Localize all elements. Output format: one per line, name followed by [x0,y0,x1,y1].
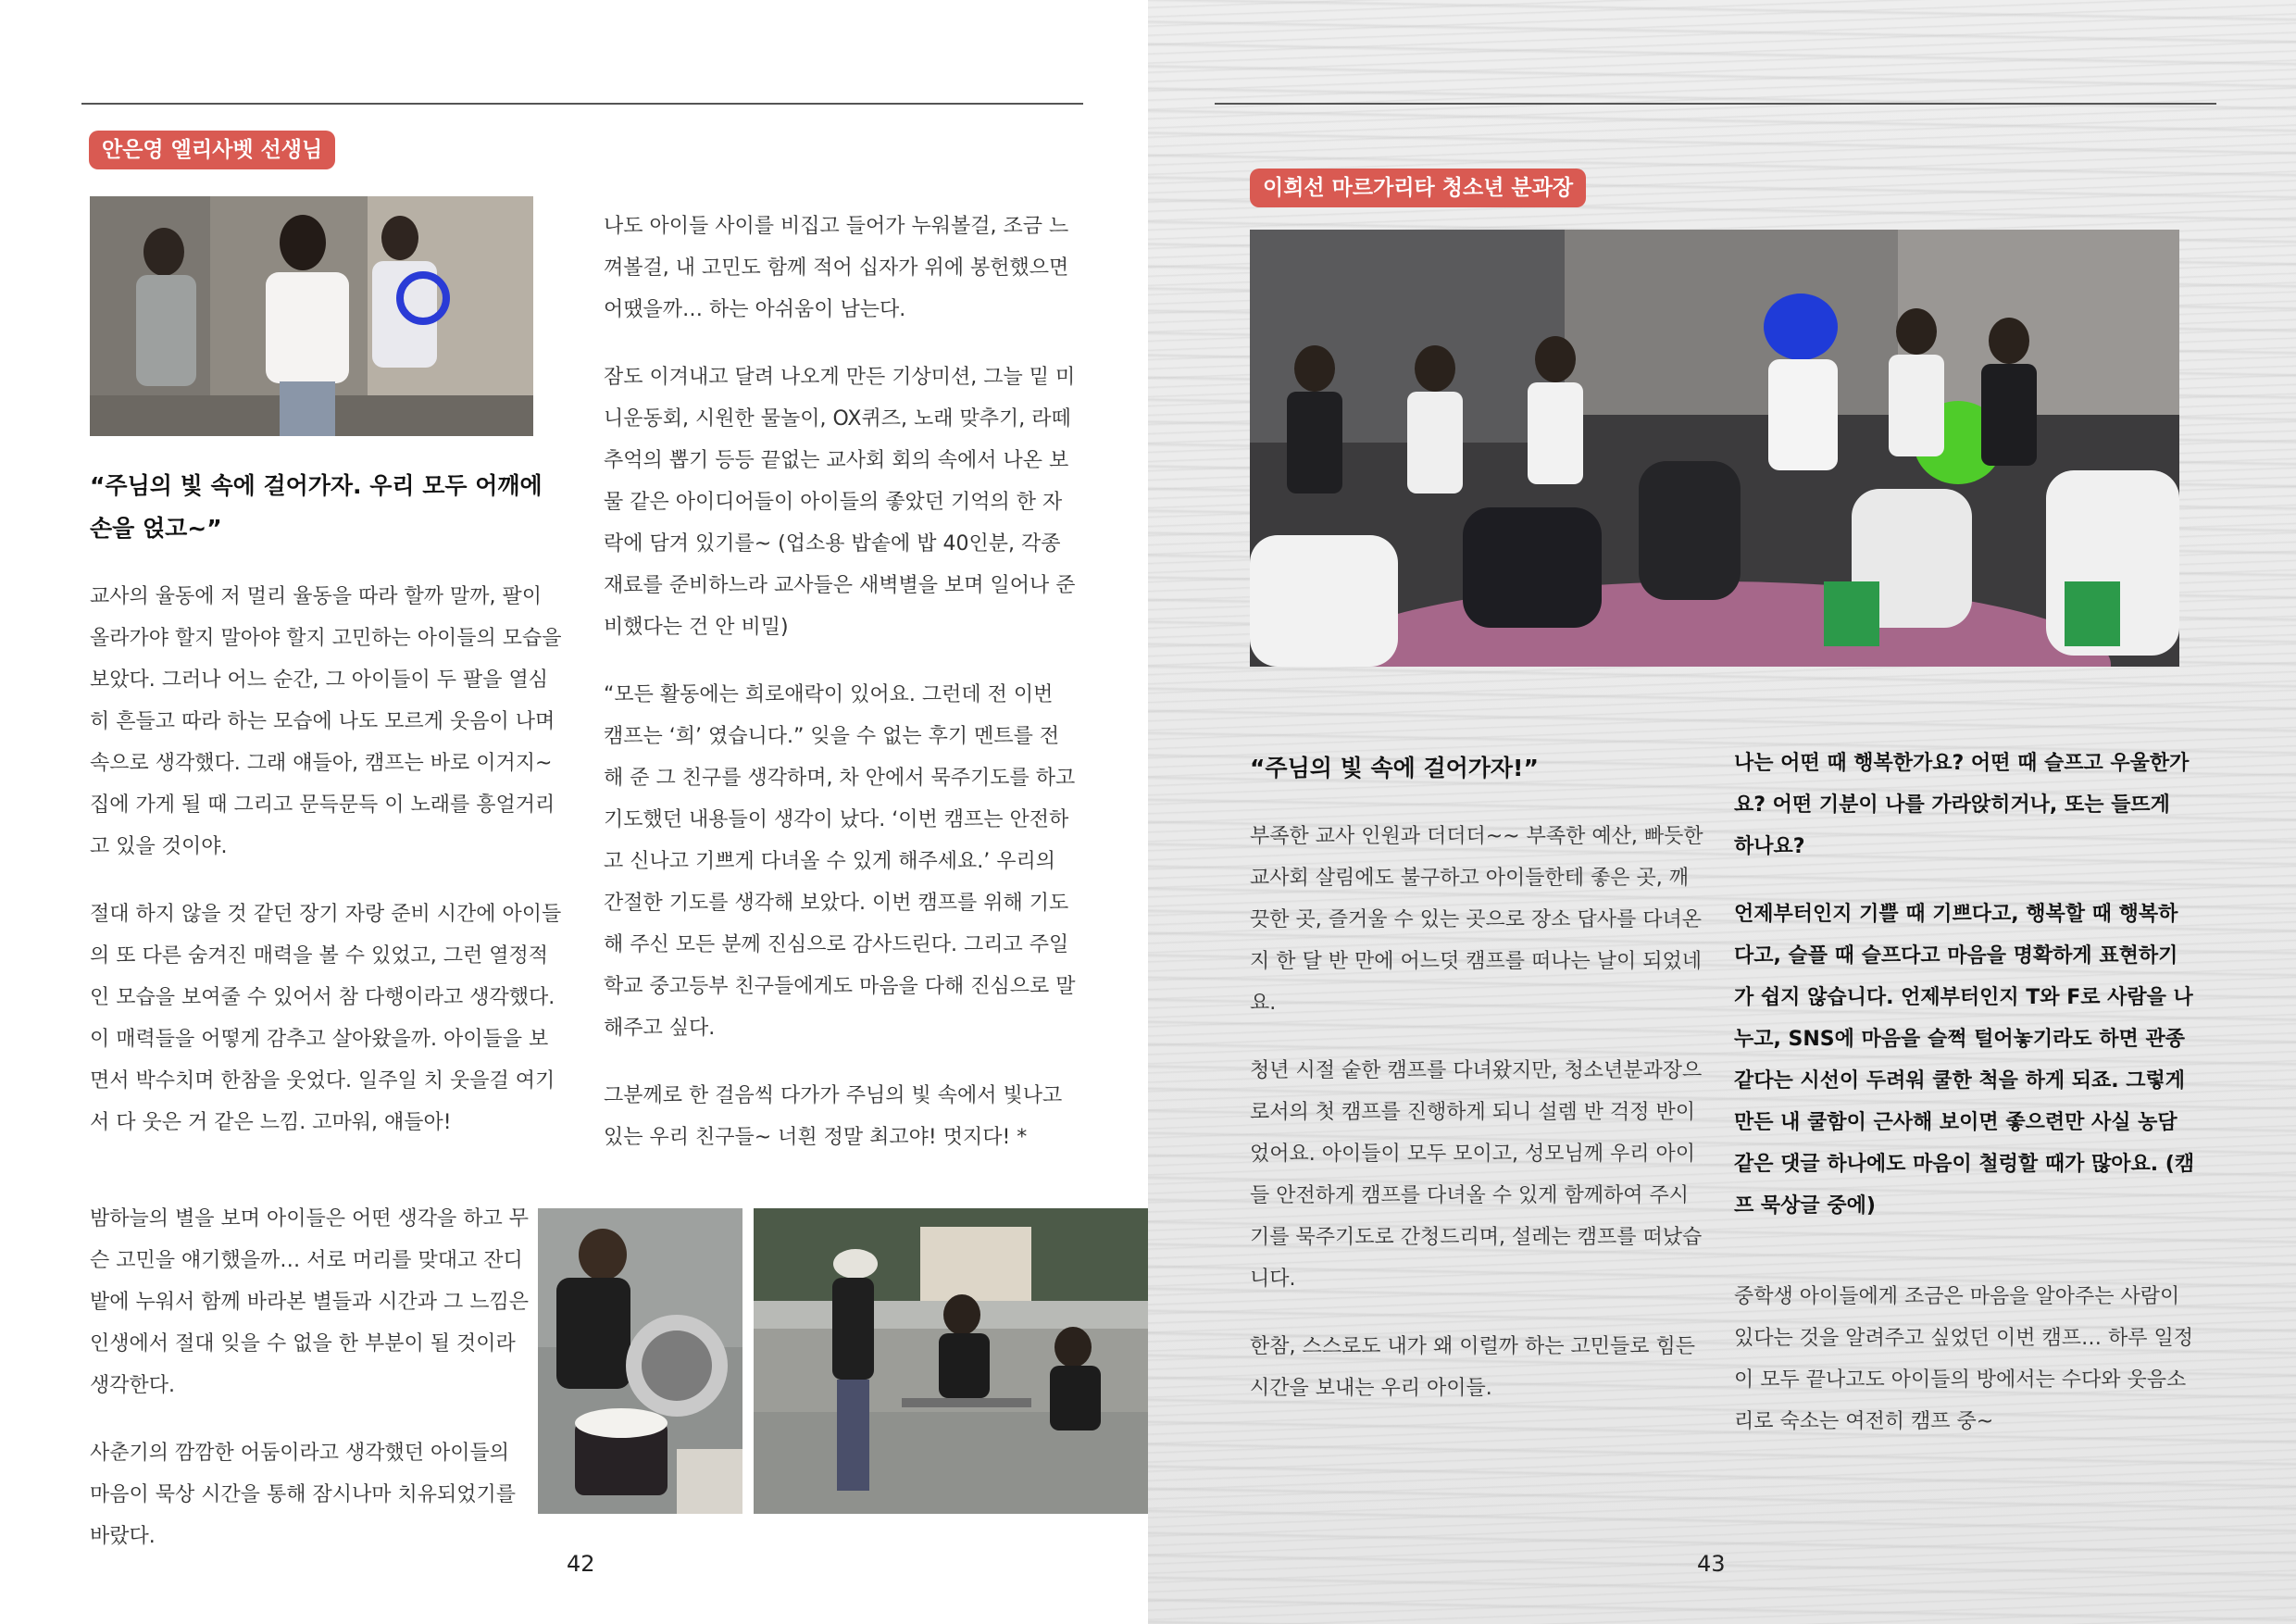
rice-cooker-photo [538,1208,742,1514]
paragraph: 한참, 스스로도 내가 왜 이럴까 하는 고민들로 힘든 시간을 보내는 우리 아이들. [1250,1335,1695,1400]
left-column-1 [90,465,562,1169]
top-rule [81,103,1083,105]
paragraph: 잠도 이겨내고 달려 나오게 만든 기상미션, 그늘 밑 미니운동회, 시원한 물놀이, OX퀴즈, 노래 맞추기, 라떼 추억의 뽑기 등등 끝없는 교사회 회의 속에서 나온 보물 같은 아이디어들이 아이들의 좋았던 기억의 한 자락에 담겨 있기를~ (업소용 밥솥에 밥 40인분, 각종 재료를 준비하느라 교사들은 새벽별을 보며 일어나 준비했다는 건 안 비밀) [604,366,1076,639]
page-number: 42 [567,1551,595,1577]
paragraph: 부족한 교사 인원과 더더더~~ 부족한 예산, 빠듯한 교사회 살림에도 불구하고 아이들한테 좋은 곳, 깨끗한 곳, 즐거울 수 있는 곳으로 장소 답사를 다녀온 지 한 달 반 만에 어느덧 캠프를 떠나는 날이 되었네요. [1250,825,1703,1015]
reflection-quote: 언제부터인지 기쁠 때 기쁘다고, 행복할 때 행복하다고, 슬플 때 슬프다고 마음을 명확하게 표현하기가 쉽지 않습니다. 언제부터인지 T와 F로 사람을 나누고, SNS에 마음을 슬쩍 털어놓기라도 하면 관종같다는 시선이 두려워 쿨한 척을 하게 되죠. 그렇게 만든 내 쿨함이 근사해 보이면 좋으련만 사실 농담 같은 댓글 하나에도 마음이 철렁할 때가 많아요. (캠프 묵상글 중에) [1734,903,2195,1218]
right-column-1 [1250,747,1703,1435]
top-rule [1215,103,2216,105]
teachers-dancing-photo [90,196,533,436]
quote-heading: “주님의 빛 속에 걸어가자. 우리 모두 어깨에 손을 얹고~” [90,472,543,542]
paragraph: 절대 하지 않을 것 같던 장기 자랑 준비 시간에 아이들의 또 다른 숨겨진 매력을 볼 수 있었고, 그런 열정적인 모습을 보여줄 수 있어서 참 다행이라고 생각했다. 이 매력들을 어떻게 감추고 살아왔을까. 아이들을 보면서 박수치며 한참을 웃었다. 일주일 치 웃을걸 여기서 다 웃은 거 같은 느낌. 고마워, 얘들아! [90,903,562,1134]
paragraph: 교사의 율동에 저 멀리 율동을 따라 할까 말까, 팔이 올라가야 할지 말아야 할지 고민하는 아이들의 모습을 보았다. 그러나 어느 순간, 그 아이들이 두 팔을 열심히 흔들고 따라 하는 모습에 나도 모르게 웃음이 나며 속으로 생각했다. 그래 얘들아, 캠프는 바로 이거지~ 집에 가게 될 때 그리고 문득문득 이 노래를 흥얼거리고 있을 것이야. [90,585,562,858]
author-tag: 이희선 마르가리타 청소년 분과장 [1250,169,1586,207]
paragraph: 그분께로 한 걸음씩 다가가 주님의 빛 속에서 빛나고 있는 우리 친구들~ 너흰 정말 최고야! 멋지다! * [604,1084,1063,1149]
left-column-2 [604,206,1076,1184]
paragraph: “모든 활동에는 희로애락이 있어요. 그런데 전 이번 캠프는 ‘희’ 였습니다.” 잊을 수 없는 후기 멘트를 전해 준 그 친구를 생각하며, 차 안에서 묵주기도를 하고 기도했던 내용들이 생각이 났다. ‘이번 캠프는 안전하고 신나고 기쁘게 다녀올 수 있게 해주세요.’ 우리의 간절한 기도를 생각해 보았다. 이번 캠프를 위해 기도해 주신 모든 분께 진심으로 감사드린다. 그리고 주일학교 중고등부 친구들에게도 마음을 다해 진심으로 말해주고 싶다. [604,683,1076,1040]
page-number: 43 [1697,1551,1726,1577]
right-column-2 [1734,743,2195,1253]
paragraph: 중학생 아이들에게 조금은 마음을 알아주는 사람이 있다는 것을 알려주고 싶었던 이번 캠프… 하루 일정이 모두 끝나고도 아이들의 방에서는 수다와 웃음소리로 숙소는 여전히 캠프 중~ [1734,1285,2193,1433]
quote-heading: “주님의 빛 속에 걸어가자!” [1250,755,1539,781]
paragraph: 사춘기의 깜깜한 어둠이라고 생각했던 아이들의 마음이 묵상 시간을 통해 잠시나마 치유되었기를 바랐다. [90,1442,517,1548]
right-page [1148,0,2296,1624]
paragraph: 밤하늘의 별을 보며 아이들은 어떤 생각을 하고 무슨 고민을 얘기했을까… 서로 머리를 맞대고 잔디밭에 누워서 함께 바라본 별들과 시간과 그 느낌은 인생에서 절대 잊을 수 없을 한 부분이 될 것이라 생각한다. [90,1207,529,1397]
left-column-1-bottom [90,1198,530,1583]
author-tag: 안은영 엘리사벳 선생님 [89,131,335,169]
reflection-question: 나는 어떤 때 행복한가요? 어떤 때 슬프고 우울한가요? 어떤 기분이 나를 가라앉히거나, 또는 들뜨게 하나요? [1734,752,2190,858]
paragraph: 청년 시절 숱한 캠프를 다녀왔지만, 청소년분과장으로서의 첫 캠프를 진행하게 되니 설렘 반 걱정 반이었어요. 아이들이 모두 모이고, 성모님께 우리 아이들 안전하게 캠프를 다녀올 수 있게 함께하여 주시기를 묵주기도로 간청드리며, 설레는 캠프를 떠났습니다. [1250,1059,1703,1291]
right-column-2-bottom [1734,1276,2195,1468]
party-photo [1250,230,2179,667]
outdoor-cooking-photo [754,1208,1148,1514]
paragraph: 나도 아이들 사이를 비집고 들어가 누워볼걸, 조금 느껴볼걸, 내 고민도 함께 적어 십자가 위에 봉헌했으면 어땠을까… 하는 아쉬움이 남는다. [604,215,1069,321]
